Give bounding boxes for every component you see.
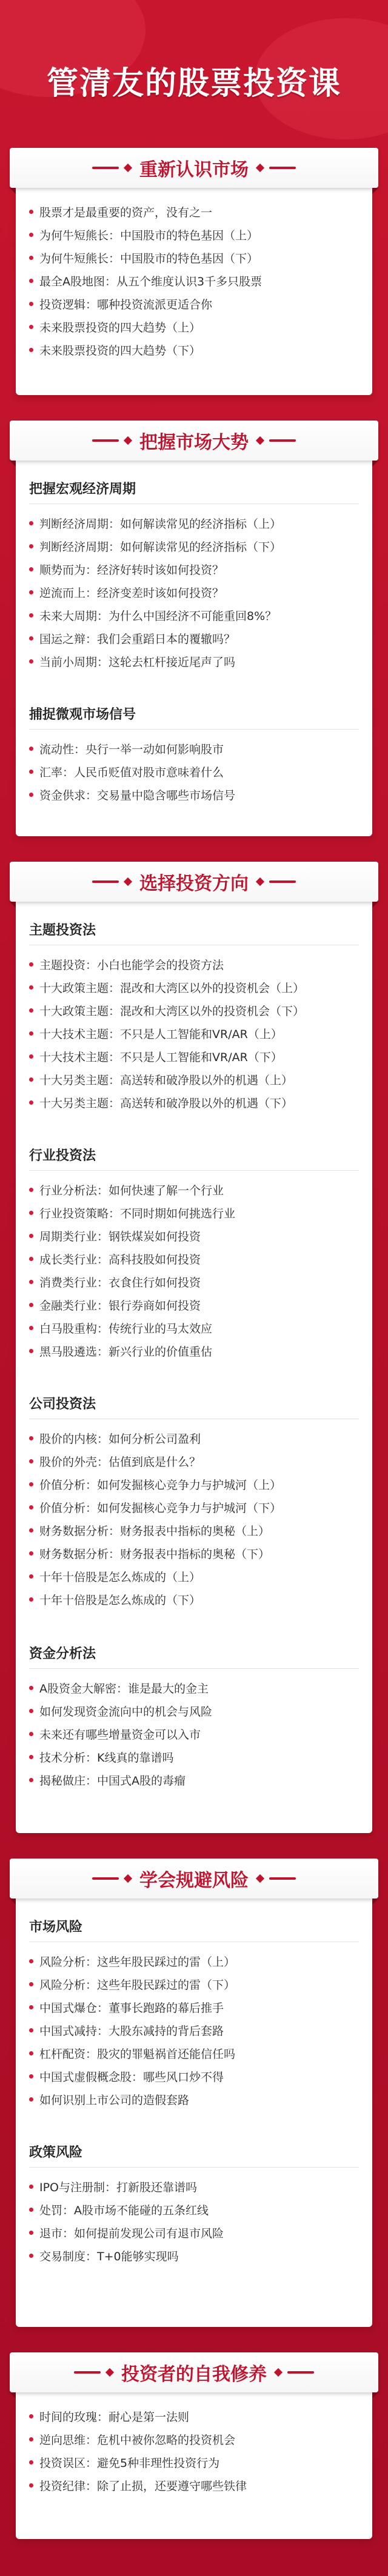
list-item — [29, 223, 359, 246]
bullet-icon — [29, 302, 33, 306]
list-item — [29, 1588, 359, 1611]
list-item-text: 中国式爆仓：董事长跑路的幕后推手 — [39, 2001, 224, 2015]
bullet-icon — [29, 1755, 33, 1759]
ribbon-diamond-icon — [256, 1874, 264, 1883]
list-item-text: 为何牛短熊长：中国股市的特色基因（上） — [39, 228, 259, 242]
ribbon-bar-left — [92, 439, 119, 442]
list-item — [29, 1178, 359, 1201]
list-item-text: 当前小周期：这轮去杠杆接近尾声了吗 — [39, 655, 236, 669]
bullet-icon — [29, 1326, 33, 1330]
bullet-icon — [29, 1436, 33, 1440]
bullet-icon — [29, 636, 33, 641]
bullet-icon — [29, 348, 33, 352]
bullet-icon — [29, 1597, 33, 1602]
list-item — [29, 2244, 359, 2267]
section-ribbon — [10, 421, 378, 461]
list-item-text: 未来股票投资的四大趋势（下） — [39, 344, 201, 358]
list-item-text: 价值分析：如何发掘核心竞争力与护城河（上） — [39, 1478, 282, 1492]
list-item — [29, 1339, 359, 1362]
ribbon-diamond-icon — [256, 436, 264, 445]
ribbon-diamond-icon — [124, 436, 132, 445]
bullet-icon — [29, 567, 33, 571]
list-item-text: 十大政策主题：混改和大湾区以外的投资机会（下） — [39, 1004, 305, 1018]
list-item-text: 时间的玫瑰：耐心是第一法则 — [39, 2410, 190, 2424]
section-title: 重新认识市场 — [139, 159, 249, 181]
group-heading: 资金分析法 — [29, 1643, 359, 1669]
section-group-company — [29, 1394, 359, 1611]
bullet-icon — [29, 613, 33, 617]
list-item-text: 杠杆配资：股灾的罪魁祸首还能信任吗 — [39, 2047, 236, 2061]
list-item-text: 逆向思维：危机中被你忽略的投资机会 — [39, 2433, 236, 2447]
list-item-text: 判断经济周期：如何解读常见的经济指标（上） — [39, 517, 282, 531]
list-item — [29, 200, 359, 223]
list-item-text: 处罚：A股市场不能碰的五条红线 — [39, 2203, 209, 2217]
bullet-icon — [29, 1709, 33, 1713]
bullet-icon — [29, 2208, 33, 2212]
list-item-text: 价值分析：如何发掘核心竞争力与护城河（下） — [39, 1501, 282, 1515]
list-item — [29, 2175, 359, 2198]
list-item-text: 主题投资：小白也能学会的投资方法 — [39, 958, 224, 972]
section-group-market-risk — [29, 1917, 359, 2111]
bullet-icon — [29, 1008, 33, 1013]
list-item — [29, 1449, 359, 1473]
list-item-text: 如何发现资金流向中的机会与风险 — [39, 1705, 213, 1719]
list-item-text: 周期类行业：钢铁煤炭如何投资 — [39, 1230, 201, 1243]
list-item — [29, 1542, 359, 1565]
ribbon-bar-left — [74, 2371, 101, 2374]
bullet-icon — [29, 521, 33, 525]
list-item-text: 风险分析：这些年股民踩过的雷（上） — [39, 1955, 236, 1969]
section-group-macro-cycle — [29, 479, 359, 673]
bullet-icon — [29, 1959, 33, 1963]
list-item-text: 风险分析：这些年股民踩过的雷（下） — [39, 1978, 236, 1992]
bullet-icon — [29, 1054, 33, 1059]
list-item-text: A股资金大解密：谁是最大的金主 — [39, 1682, 209, 1696]
list-item — [29, 760, 359, 783]
group-heading: 主题投资法 — [29, 920, 359, 945]
list-item-text: 流动性：央行一举一动如何影响股市 — [39, 742, 224, 756]
list-item — [29, 2405, 359, 2428]
list-item — [29, 1768, 359, 1791]
ribbon-diamond-icon — [256, 877, 264, 886]
list-item — [29, 2198, 359, 2221]
list-item — [29, 2474, 359, 2497]
bullet-icon — [29, 233, 33, 237]
list-item — [29, 1247, 359, 1270]
list-item — [29, 1745, 359, 1768]
list-item — [29, 2042, 359, 2065]
group-heading: 行业投资法 — [29, 1145, 359, 1171]
list-item-text: 十大另类主题：高送转和破净股以外的机遇（上） — [39, 1073, 293, 1087]
list-item — [29, 1022, 359, 1045]
list-item-text: 技术分析：K线真的靠谱吗 — [39, 1751, 174, 1765]
list-item — [29, 2451, 359, 2474]
list-item — [29, 1949, 359, 1972]
list-item-text: 未来大周期：为什么中国经济不可能重回8%？ — [39, 609, 277, 623]
group-heading: 市场风险 — [29, 1917, 359, 1942]
section-card-market-trend — [16, 431, 372, 836]
list-item — [29, 1972, 359, 1995]
bullet-icon — [29, 2185, 33, 2189]
list-item — [29, 534, 359, 557]
list-item — [29, 581, 359, 604]
bullet-icon — [29, 659, 33, 664]
page-title: 管清友的股票投资课 — [46, 65, 341, 102]
list-item — [29, 1519, 359, 1542]
list-item — [29, 511, 359, 534]
list-item — [29, 1565, 359, 1588]
list-item-text: 金融类行业：银行券商如何投资 — [39, 1299, 201, 1313]
bullet-icon — [29, 1482, 33, 1486]
list-item — [29, 1201, 359, 1224]
bullet-icon — [29, 793, 33, 797]
ribbon-diamond-icon — [124, 877, 132, 886]
bullet-icon — [29, 2231, 33, 2235]
bullet-icon — [29, 1982, 33, 1986]
list-item — [29, 627, 359, 650]
ribbon-diamond-icon — [124, 164, 132, 172]
bullet-icon — [29, 1211, 33, 1215]
list-item-text: 为何牛短熊长：中国股市的特色基因（下） — [39, 251, 259, 265]
section-card-market-recognition — [16, 159, 372, 395]
section-item-list — [29, 200, 359, 361]
ribbon-bar-right — [269, 1877, 296, 1880]
list-item — [29, 1045, 359, 1068]
ribbon-bar-right — [269, 880, 296, 883]
section-group-industry — [29, 1145, 359, 1362]
section-group-policy-risk — [29, 2142, 359, 2267]
ribbon-bar-left — [92, 167, 119, 169]
list-item-text: 国运之辩：我们会重蹈日本的覆辙吗？ — [39, 632, 236, 646]
section-ribbon — [10, 862, 378, 902]
ribbon-bar-right — [287, 2371, 314, 2374]
list-item — [29, 292, 359, 315]
list-item-text: 投资逻辑：哪种投资流派更适合你 — [39, 298, 213, 311]
list-item — [29, 1995, 359, 2019]
ribbon-bar-right — [269, 439, 296, 442]
bullet-icon — [29, 1686, 33, 1690]
bullet-icon — [29, 279, 33, 283]
list-item-text: 消费类行业：衣食住行如何投资 — [39, 1276, 201, 1290]
list-item-text: 十大技术主题：不只是人工智能和VR/AR（下） — [39, 1050, 283, 1064]
bullet-icon — [29, 1528, 33, 1533]
bullet-icon — [29, 2254, 33, 2258]
list-item — [29, 1270, 359, 1293]
bullet-icon — [29, 2051, 33, 2055]
list-item-text: 十大技术主题：不只是人工智能和VR/AR（上） — [39, 1027, 283, 1041]
ribbon-diamond-icon — [256, 164, 264, 172]
ribbon-diamond-icon — [105, 2368, 114, 2377]
bullet-icon — [29, 2483, 33, 2488]
group-heading: 捕捉微观市场信号 — [29, 704, 359, 730]
list-item-text: 十年十倍股是怎么炼成的（上） — [39, 1570, 201, 1584]
list-item-text: 未来还有哪些增量资金可以入市 — [39, 1728, 201, 1742]
list-item-text: IPO与注册制：打新股还靠谱吗 — [39, 2180, 198, 2194]
list-item — [29, 976, 359, 999]
list-item — [29, 1068, 359, 1091]
bullet-icon — [29, 325, 33, 329]
list-item — [29, 2019, 359, 2042]
bullet-icon — [29, 1778, 33, 1782]
list-item-text: 财务数据分析：财务报表中指标的奥秘（下） — [39, 1547, 270, 1561]
list-item-text: 股票才是最重要的资产，没有之一 — [39, 205, 213, 219]
list-item-text: 最全A股地图：从五个维度认识3千多只股票 — [39, 275, 263, 288]
list-item — [29, 2088, 359, 2111]
section-title: 把握市场大势 — [139, 432, 249, 453]
bullet-icon — [29, 962, 33, 967]
list-item-text: 逆流而上：经济变差时该如何投资？ — [39, 586, 224, 600]
list-item — [29, 737, 359, 760]
list-item — [29, 269, 359, 292]
list-item-text: 行业分析法：如何快速了解一个行业 — [39, 1183, 224, 1197]
bullet-icon — [29, 1100, 33, 1105]
bullet-icon — [29, 2074, 33, 2078]
list-item — [29, 1699, 359, 1722]
list-item — [29, 246, 359, 269]
list-item — [29, 1496, 359, 1519]
bullet-icon — [29, 1505, 33, 1509]
list-item — [29, 2065, 359, 2088]
list-item-text: 中国式减持：大股东减持的背后套路 — [39, 2024, 224, 2038]
bullet-icon — [29, 1234, 33, 1238]
bullet-icon — [29, 770, 33, 774]
bullet-icon — [29, 1732, 33, 1736]
section-title: 选择投资方向 — [139, 873, 249, 894]
list-item — [29, 1473, 359, 1496]
section-item-list — [29, 2405, 359, 2497]
list-item — [29, 1316, 359, 1339]
list-item-text: 十大政策主题：混改和大湾区以外的投资机会（上） — [39, 981, 305, 995]
list-item-text: 投资误区：避免5种非理性投资行为 — [39, 2456, 220, 2470]
bullet-icon — [29, 2005, 33, 2009]
ribbon-bar-left — [92, 880, 119, 883]
bullet-icon — [29, 1551, 33, 1556]
bullet-icon — [29, 590, 33, 594]
bullet-icon — [29, 1349, 33, 1353]
list-item-text: 未来股票投资的四大趋势（上） — [39, 321, 201, 334]
list-item — [29, 557, 359, 581]
section-card-investment-direction — [16, 873, 372, 1833]
list-item-text: 中国式虚假概念股：哪些风口炒不得 — [39, 2070, 224, 2084]
list-item-text: 汇率：人民币贬值对股市意味着什么 — [39, 765, 224, 779]
section-group-capital — [29, 1643, 359, 1791]
list-item-text: 顺势而为：经济好转时该如何投资？ — [39, 563, 224, 577]
ribbon-bar-right — [269, 167, 296, 169]
list-item-text: 十大另类主题：高送转和破净股以外的机遇（下） — [39, 1096, 293, 1110]
list-item — [29, 1722, 359, 1745]
list-item — [29, 783, 359, 806]
list-item — [29, 1426, 359, 1449]
bullet-icon — [29, 2414, 33, 2418]
section-card-self-cultivation — [16, 2363, 372, 2539]
list-item — [29, 1091, 359, 1114]
bullet-icon — [29, 256, 33, 260]
list-item-text: 股价的内核：如何分析公司盈利 — [39, 1432, 201, 1446]
list-item-text: 投资纪律：除了止损，还要遵守哪些铁律 — [39, 2479, 247, 2493]
bullet-icon — [29, 1459, 33, 1463]
list-item-text: 股价的外壳：估值到底是什么？ — [39, 1455, 201, 1469]
bullet-icon — [29, 2028, 33, 2032]
list-item — [29, 2428, 359, 2451]
list-item-text: 如何识别上市公司的造假套路 — [39, 2093, 190, 2107]
bullet-icon — [29, 1188, 33, 1192]
list-item — [29, 650, 359, 673]
list-item — [29, 1224, 359, 1247]
section-card-risk — [16, 1869, 372, 2327]
list-item-text: 退市：如何提前发现公司有退市风险 — [39, 2226, 224, 2240]
ribbon-bar-left — [92, 1877, 119, 1880]
bullet-icon — [29, 1303, 33, 1307]
list-item — [29, 1293, 359, 1316]
section-title: 学会规避风险 — [139, 1870, 249, 1891]
list-item-text: 揭秘做庄：中国式A股的毒瘤 — [39, 1774, 186, 1788]
list-item-text: 交易制度：T+0能够实现吗 — [39, 2249, 179, 2263]
list-item — [29, 604, 359, 627]
bullet-icon — [29, 544, 33, 548]
list-item — [29, 953, 359, 976]
section-ribbon — [10, 148, 378, 188]
section-title: 投资者的自我修养 — [121, 2364, 267, 2385]
list-item-text: 成长类行业：高科技股如何投资 — [39, 1253, 201, 1266]
group-heading: 把握宏观经济周期 — [29, 479, 359, 504]
bullet-icon — [29, 1031, 33, 1036]
list-item-text: 判断经济周期：如何解读常见的经济指标（下） — [39, 540, 282, 554]
group-heading: 公司投资法 — [29, 1394, 359, 1419]
list-item-text: 财务数据分析：财务报表中指标的奥秘（上） — [39, 1524, 270, 1538]
bullet-icon — [29, 1257, 33, 1261]
section-group-micro-signal — [29, 704, 359, 806]
bullet-icon — [29, 985, 33, 990]
bullet-icon — [29, 1077, 33, 1082]
bullet-icon — [29, 1574, 33, 1579]
section-ribbon — [10, 1859, 378, 1899]
bullet-icon — [29, 2460, 33, 2465]
list-item-text: 白马股重构：传统行业的马太效应 — [39, 1322, 213, 1336]
section-group-theme — [29, 920, 359, 1114]
list-item-text: 资金供求：交易量中隐含哪些市场信号 — [39, 788, 236, 802]
section-ribbon — [10, 2352, 378, 2392]
group-heading: 政策风险 — [29, 2142, 359, 2168]
list-item — [29, 2221, 359, 2244]
list-item-text: 行业投资策略：不同时期如何挑选行业 — [39, 1206, 236, 1220]
bullet-icon — [29, 747, 33, 751]
list-item-text: 十年十倍股是怎么炼成的（下） — [39, 1593, 201, 1607]
bullet-icon — [29, 210, 33, 214]
list-item-text: 黑马股遴选：新兴行业的价值重估 — [39, 1345, 213, 1359]
list-item — [29, 338, 359, 361]
list-item — [29, 999, 359, 1022]
list-item — [29, 315, 359, 338]
bullet-icon — [29, 1280, 33, 1284]
list-item — [29, 1676, 359, 1699]
ribbon-diamond-icon — [124, 1874, 132, 1883]
ribbon-diamond-icon — [274, 2368, 283, 2377]
bullet-icon — [29, 2097, 33, 2102]
bullet-icon — [29, 2437, 33, 2441]
